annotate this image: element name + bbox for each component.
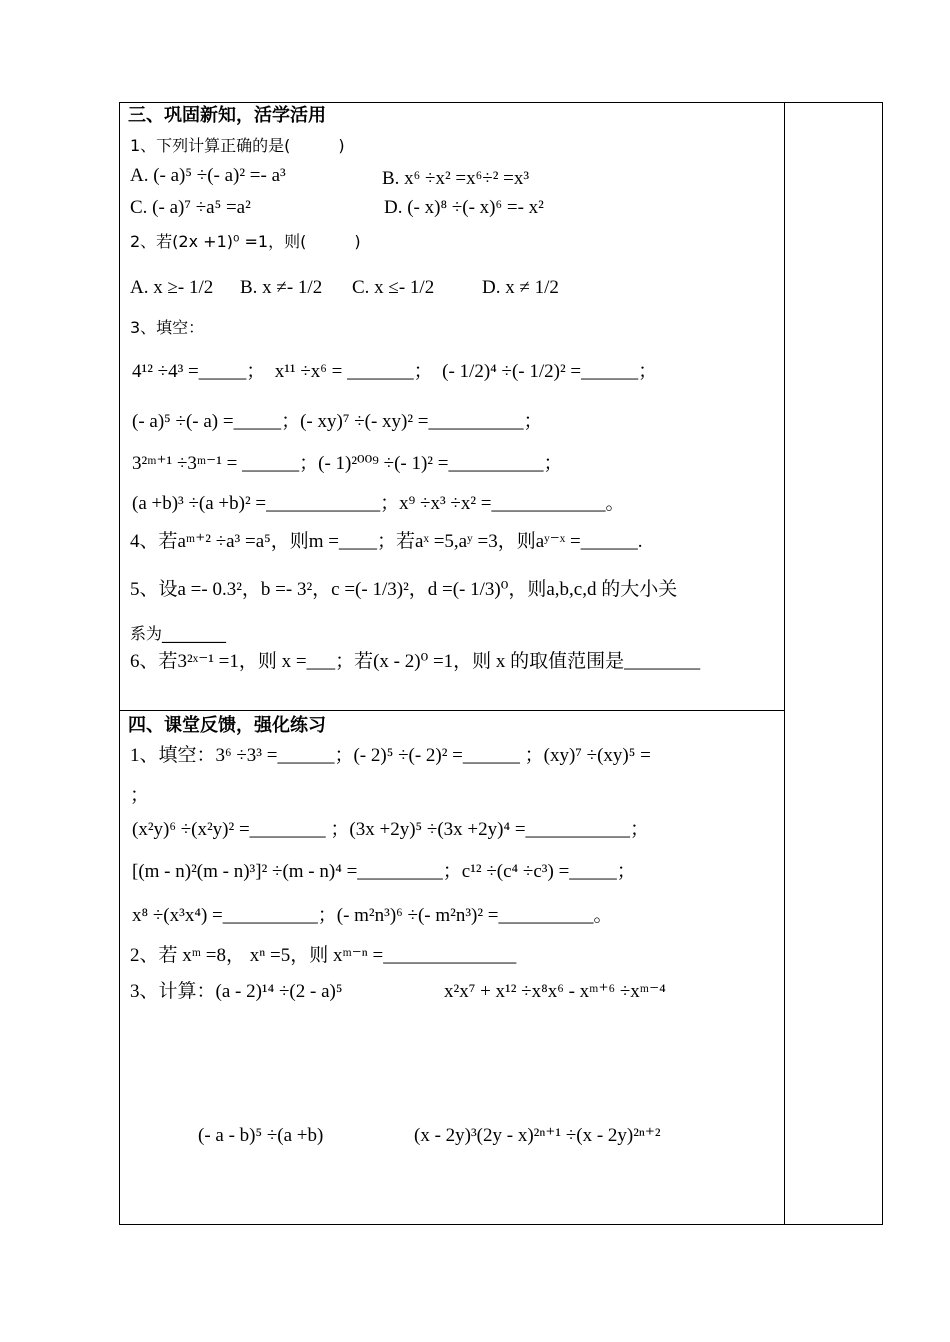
q2-option-d: D. x ≠ 1/2	[482, 277, 559, 298]
q2-option-a: A. x ≥- 1/2	[130, 277, 214, 298]
s4-q1-row-4: x⁸ ÷(x³x⁴) =__________；(- m²n³)⁶ ÷(- m²n³)² =__________。	[132, 905, 613, 926]
q1-option-a: A. (- a)⁵ ÷(- a)² =- a³	[130, 165, 286, 186]
s4-q1-row-1-continuation: ；	[130, 785, 150, 806]
s4-q1-row-2: (x²y)⁶ ÷(x²y)² =________ ；(3x +2y)⁵ ÷(3x +2y)⁴ =___________；	[132, 819, 650, 840]
q1-option-c: C. (- a)⁷ ÷a⁵ =a²	[130, 197, 251, 218]
q1-option-b: B. x⁶ ÷x² =x⁶÷² =x³	[382, 168, 530, 189]
s4-q3-expression-2: x²x⁷ + x¹² ÷x⁸x⁶ - xᵐ⁺⁶ ÷xᵐ⁻⁴	[444, 981, 666, 1002]
q3-row-1: 4¹² ÷4³ =_____； x¹¹ ÷x⁶ = _______； (- 1/2)⁴ ÷(- 1/2)² =______；	[132, 361, 658, 382]
q3-stem: 3、填空：	[130, 318, 205, 337]
column-divider	[784, 102, 785, 1225]
q2-option-c: C. x ≤- 1/2	[352, 277, 435, 298]
s4-q3-stem: 3、计算：(a - 2)¹⁴ ÷(2 - a)⁵	[130, 981, 343, 1002]
s4-q1-row-3: [(m - n)²(m - n)³]² ÷(m - n)⁴ =_________；c¹² ÷(c⁴ ÷c³) =_____；	[132, 861, 636, 882]
q2-stem: 2、若(2x +1)⁰ =1，则( )	[130, 232, 361, 251]
q4: 4、若aᵐ⁺² ÷a³ =a⁵，则m =____；若aˣ =5,aʸ =3，则aʸ⁻ˣ =______.	[130, 531, 643, 552]
section-4-title: 四、课堂反馈，强化练习	[128, 715, 326, 736]
q1-option-d: D. (- x)⁸ ÷(- x)⁶ =- x²	[384, 197, 544, 218]
section-3-title: 三、巩固新知，活学活用	[128, 105, 326, 126]
q3-row-2: (- a)⁵ ÷(- a) =_____；(- xy)⁷ ÷(- xy)² =__________；	[132, 411, 543, 432]
s4-q1-row-1: 1、填空：3⁶ ÷3³ =______；(- 2)⁵ ÷(- 2)² =______ ；(xy)⁷ ÷(xy)⁵ =	[130, 745, 651, 766]
q3-row-4: (a +b)³ ÷(a +b)² =____________；x⁹ ÷x³ ÷x² =____________。	[132, 493, 625, 514]
s4-q3-expression-3: (- a - b)⁵ ÷(a +b)	[198, 1125, 324, 1146]
s4-q3-expression-4: (x - 2y)³(2y - x)²ⁿ⁺¹ ÷(x - 2y)²ⁿ⁺²	[414, 1125, 661, 1146]
row-divider	[119, 710, 784, 711]
q3-row-3: 3²ᵐ⁺¹ ÷3ᵐ⁻¹ = ______；(- 1)²⁰⁰⁹ ÷(- 1)² =__________；	[132, 453, 563, 474]
q1-stem: 1、下列计算正确的是( )	[130, 136, 345, 155]
q6: 6、若3²ˣ⁻¹ =1，则 x =___；若(x - 2)⁰ =1，则 x 的取值范围是________	[130, 651, 701, 672]
q5-continuation: 系为________	[130, 624, 227, 643]
q5: 5、设a =- 0.3²，b =- 3²，c =(- 1/3)²，d =(- 1/3)⁰，则a,b,c,d 的大小关	[130, 579, 678, 600]
s4-q2: 2、若 xᵐ =8， xⁿ =5，则 xᵐ⁻ⁿ =______________	[130, 945, 517, 966]
q2-option-b: B. x ≠- 1/2	[240, 277, 323, 298]
